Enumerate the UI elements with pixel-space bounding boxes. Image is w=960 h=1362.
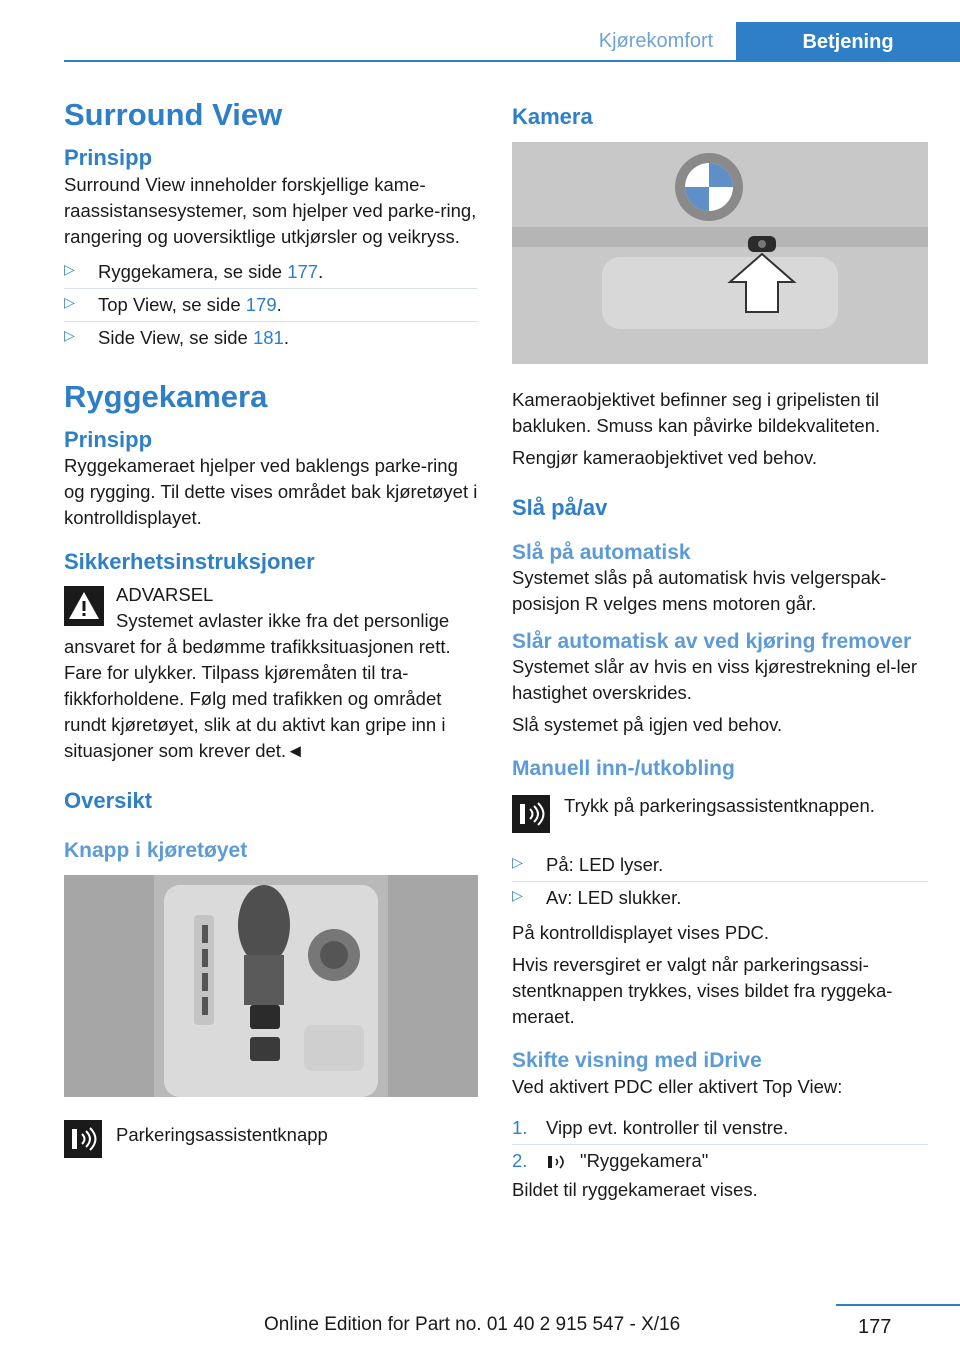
camera-heading: Kamera xyxy=(512,104,593,129)
parking-assistant-button-icon xyxy=(64,1120,102,1158)
safety-heading: Sikkerhetsinstruksjoner xyxy=(64,549,315,575)
left-column xyxy=(64,96,478,1160)
auto-off-heading: Slår automatisk av ved kjøring fremover xyxy=(512,629,912,653)
rygg-principle-heading: Prinsipp xyxy=(64,426,153,452)
camera-text-2: Rengjør kameraobjektivet ved behov. xyxy=(512,447,818,469)
page-link[interactable]: 179 xyxy=(245,293,277,315)
tailgate-camera-photo xyxy=(512,142,928,364)
list-item: ▷ Av: LED slukker. xyxy=(512,881,928,914)
footer-rule xyxy=(836,1304,960,1306)
manual-list xyxy=(512,849,928,914)
footer-edition: Online Edition for Part no. 01 40 2 915 547 - X/16 xyxy=(264,1314,681,1335)
idrive-result: Bildet til ryggekameraet vises. xyxy=(512,1178,758,1200)
triangle-bullet-icon: ▷ xyxy=(64,260,75,277)
ryggekamera-title: Ryggekamera xyxy=(64,378,268,414)
manual-text: Trykk på parkeringsassistentknappen. xyxy=(564,795,875,817)
page-number: 177 xyxy=(858,1316,892,1338)
manual-text-2: På kontrolldisplayet vises PDC. xyxy=(512,922,770,944)
button-in-vehicle-heading: Knapp i kjøretøyet xyxy=(64,838,248,862)
warning-block xyxy=(64,582,478,608)
list-item: ▷ På: LED lyser. xyxy=(512,849,928,881)
idrive-steps xyxy=(512,1112,928,1177)
triangle-bullet-icon: ▷ xyxy=(512,887,523,904)
on-off-heading: Slå på/av xyxy=(512,495,608,521)
camera-menu-icon xyxy=(546,1152,572,1172)
list-item: ▷ Side View, se side 181. xyxy=(64,321,478,354)
page-link[interactable]: 181 xyxy=(252,326,284,348)
idrive-text: Ved aktivert PDC eller aktivert Top View: xyxy=(512,1075,843,1097)
manual-text-3: Hvis reversgiret er valgt når parkeringsassi-stentknappen trykkes, vises bildet fra ryggeka-meraet. xyxy=(512,954,893,1028)
right-column xyxy=(512,96,928,1203)
triangle-bullet-icon: ▷ xyxy=(64,293,75,310)
button-caption: Parkeringsassistentknapp xyxy=(116,1124,328,1146)
auto-off-text-1: Systemet slår av hvis en viss kjørestrekning el-ler hastighet overskrides. xyxy=(512,656,918,704)
list-item: ▷ Ryggekamera, se side 177. xyxy=(64,256,478,288)
triangle-bullet-icon: ▷ xyxy=(512,854,523,871)
rygg-principle-text: Ryggekameraet hjelper ved baklengs parke-ring og rygging. Til dette vises området bak kjøretøyet i kontrolldisplayet. xyxy=(64,455,478,529)
page-link[interactable]: 177 xyxy=(287,260,319,282)
overview-heading: Oversikt xyxy=(64,787,153,813)
surround-principle-heading: Prinsipp xyxy=(64,145,153,171)
header-section-tab: Kjørekomfort xyxy=(598,30,714,52)
camera-text-1: Kameraobjektivet befinner seg i gripelisten til bakluken. Smuss kan påvirke bildekvaliteten. xyxy=(512,389,881,437)
center-console-photo xyxy=(64,875,478,1097)
warning-text: Systemet avlaster ikke fra det personlige ansvaret for å bedømme trafikksituasjonen rett. Fare for ulykker. Tilpass kjøremåten til tra-fikkforholdene. Følg med trafikken og området rundt kjøretøyet, slik at du aktivt kan gripe inn i situasjoner som krever det.◄ xyxy=(64,609,451,761)
warning-icon xyxy=(64,586,104,626)
surround-view-title: Surround View xyxy=(64,97,283,132)
header-chapter-tab: Betjening xyxy=(736,22,960,62)
surround-list xyxy=(64,256,478,354)
header-rule xyxy=(64,60,960,62)
list-item: ▷ Top View, se side 179. xyxy=(64,288,478,321)
warning-label: ADVARSEL xyxy=(116,583,214,605)
list-item: 2. "Ryggekamera" xyxy=(512,1144,928,1177)
list-item: 1. Vipp evt. kontroller til venstre. xyxy=(512,1116,789,1138)
idrive-heading: Skifte visning med iDrive xyxy=(512,1049,762,1073)
surround-principle-text: Surround View inneholder forskjellige kame-raassistansesystemer, som hjelper ved parke-ring, rangering og uoversiktlige utkjørsler og veikryss. xyxy=(64,173,477,247)
auto-on-heading: Slå på automatisk xyxy=(512,540,691,564)
triangle-bullet-icon: ▷ xyxy=(64,326,75,343)
parking-assistant-button-icon xyxy=(512,795,550,833)
auto-on-text: Systemet slås på automatisk hvis velgerspak-posisjon R velges mens motoren går. xyxy=(512,566,887,614)
manual-heading: Manuell inn-/utkobling xyxy=(512,757,735,781)
auto-off-text-2: Slå systemet på igjen ved behov. xyxy=(512,714,783,736)
